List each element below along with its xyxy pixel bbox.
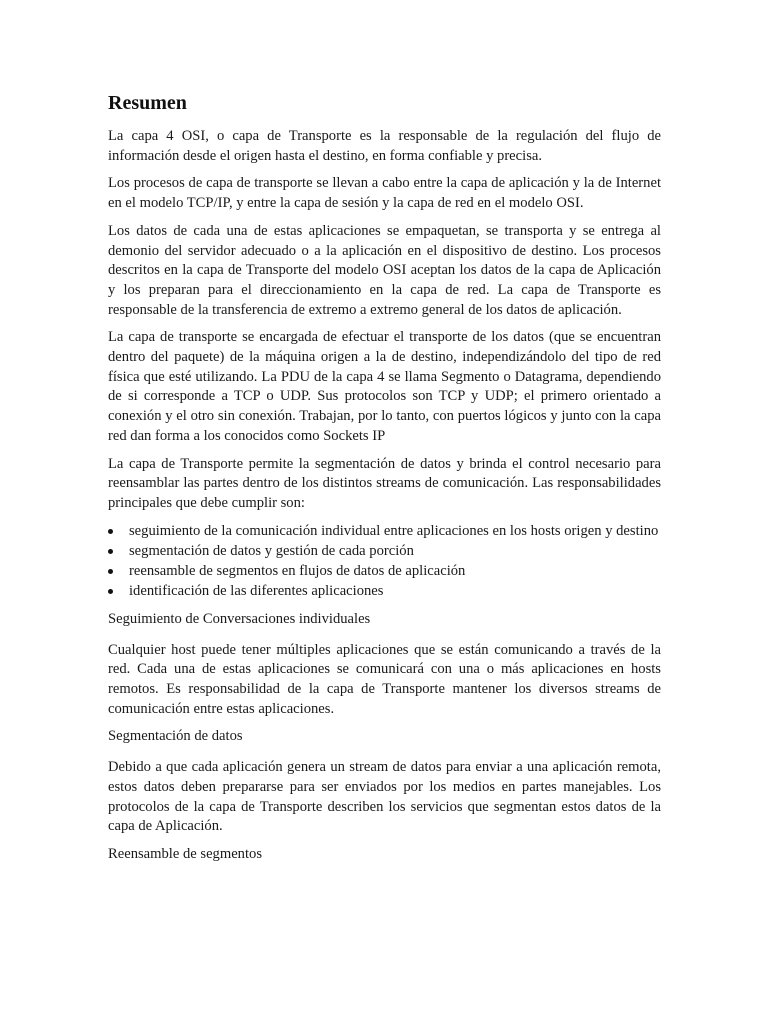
section-body-segmentation: Debido a que cada aplicación genera un stream de datos para enviar a una aplicación remota, estos datos deben prepararse para ser enviados por los medios en partes manejables. Los protocolos de la capa de Transporte describen los servicios que segmentan estos datos de la capa de Aplicación.: [108, 759, 661, 835]
paragraph-intro: La capa 4 OSI, o capa de Transporte es la responsable de la regulación del flujo de información desde el origen hasta el destino, en forma confiable y precisa.: [108, 128, 661, 164]
list-item-text: identificación de las diferentes aplicaciones: [129, 583, 384, 600]
list-item-text: reensamble de segmentos en flujos de datos de aplicación: [129, 563, 466, 580]
bullet-icon: [108, 589, 113, 594]
list-item-text: segmentación de datos y gestión de cada porción: [129, 542, 414, 559]
bullet-icon: [108, 529, 113, 534]
responsibilities-list: [108, 522, 661, 602]
list-item: [108, 522, 661, 542]
document-page: [108, 88, 661, 876]
bullet-icon: [108, 549, 113, 554]
list-item-text: seguimiento de la comunicación individual entre aplicaciones en los hosts origen y destino: [129, 522, 659, 539]
document-title: Resumen: [108, 92, 187, 114]
section-body-tracking: Cualquier host puede tener múltiples aplicaciones que se están comunicando a través de la red. Cada una de estas aplicaciones se comunicará con una o más aplicaciones en hosts remotos. Es responsabilidad de la capa de Transporte mantener los diversos streams de comunicación entre estas aplicaciones.: [108, 641, 661, 717]
paragraph-segmentation: La capa de Transporte permite la segmentación de datos y brinda el control necesario para reensamblar las partes dentro de los distintos streams de comunicación. Las responsabilidades principales que debe cumplir son:: [108, 455, 661, 511]
section-heading-reassembly: Reensamble de segmentos: [108, 846, 263, 862]
paragraph-data-packaging: Los datos de cada una de estas aplicaciones se empaquetan, se transporta y se entrega al demonio del servidor adecuado o a la aplicación en el dispositivo de destino. Los procesos descritos en la capa de Transporte del modelo OSI aceptan los datos de la capa de Aplicación y los preparan para el direccionamiento en la capa de red. La capa de Transporte es responsable de la transferencia de extremo a extremo general de los datos de aplicación.: [108, 222, 661, 318]
list-item: [108, 562, 661, 582]
section-heading-segmentation: Segmentación de datos: [108, 728, 243, 745]
list-item: [108, 542, 661, 562]
paragraph-processes: Los procesos de capa de transporte se llevan a cabo entre la capa de aplicación y la de Internet en el modelo TCP/IP, y entre la capa de sesión y la capa de red en el modelo OSI.: [108, 175, 661, 212]
paragraph-transport-function: La capa de transporte se encargada de efectuar el transporte de los datos (que se encuentran dentro del paquete) de la máquina origen a la de destino, independizándolo del tipo de red física que esté utilizando. La PDU de la capa 4 se llama Segmento o Datagrama, dependiendo de si corresponde a TCP o UDP. Sus protocolos son TCP y UDP; el primero orientado a conexión y el otro sin conexión. Trabajan, por lo tanto, con puertos lógicos y junto con la capa red dan forma a los conocidos como Sockets IP: [108, 329, 661, 444]
bullet-icon: [108, 569, 113, 574]
list-item: [108, 582, 661, 602]
section-heading-tracking: Seguimiento de Conversaciones individuales: [108, 610, 371, 627]
